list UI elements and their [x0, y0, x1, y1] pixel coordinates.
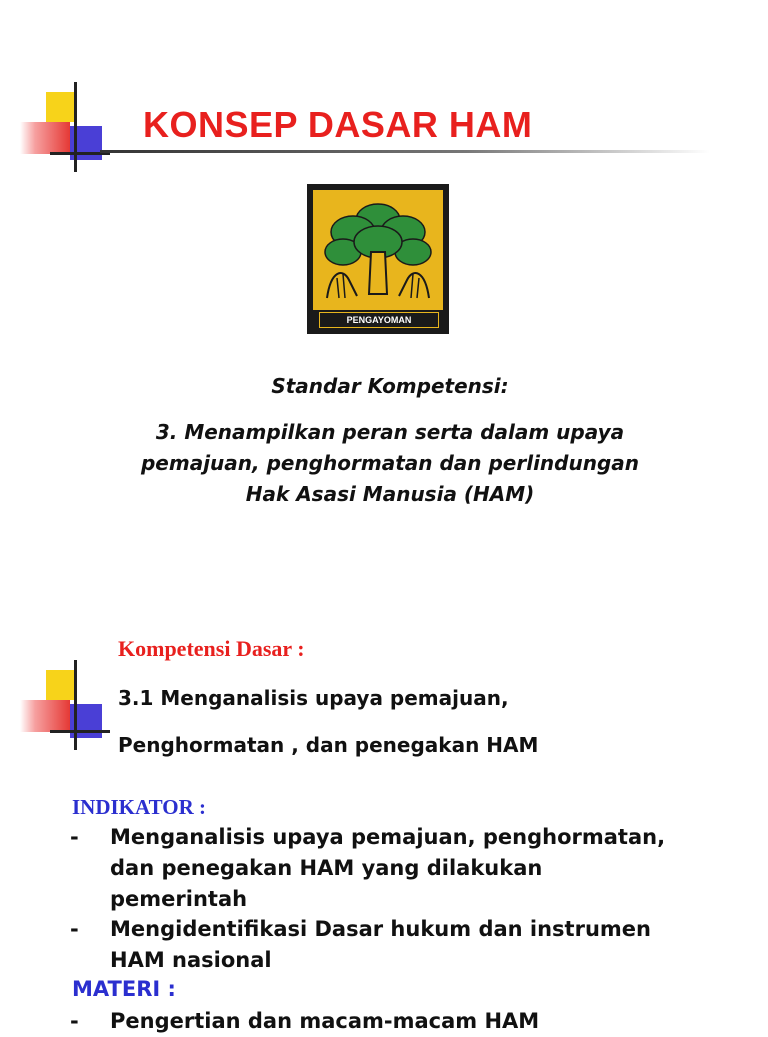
banyan-tree-icon	[313, 190, 443, 310]
materi-item-text: Pengertian dan macam-macam HAM	[110, 1009, 540, 1033]
indikator-item-line: pemerintah	[110, 887, 248, 911]
yellow-square	[46, 670, 76, 700]
materi-item	[70, 1006, 760, 1037]
title-decoration	[10, 82, 110, 182]
red-gradient-block	[20, 122, 70, 154]
vertical-line	[74, 82, 77, 172]
logo-background	[313, 190, 443, 310]
bullet-dash: -	[70, 825, 79, 849]
indikator-item-line: dan penegakan HAM yang dilakukan	[110, 856, 543, 880]
indikator-item-line: Menganalisis upaya pemajuan, penghormatan,	[110, 825, 666, 849]
indikator-item-text	[110, 822, 750, 915]
title-underline	[100, 150, 710, 153]
slide-title: KONSEP DASAR HAM	[143, 104, 533, 145]
pengayoman-logo	[307, 184, 449, 334]
indikator-heading: INDIKATOR :	[72, 795, 206, 819]
horizontal-line	[50, 730, 110, 733]
kompetensi-line-1: 3.1 Menganalisis upaya pemajuan,	[118, 686, 509, 710]
standar-line-1: 3. Menampilkan peran serta dalam upaya	[155, 420, 625, 444]
kompetensi-heading: Kompetensi Dasar :	[118, 636, 305, 661]
kompetensi-line-2: Penghormatan , dan penegakan HAM	[118, 733, 539, 757]
standar-heading: Standar Kompetensi:	[271, 374, 509, 398]
materi-heading: MATERI :	[72, 977, 176, 1001]
yellow-square	[46, 92, 76, 122]
standar-line-3: Hak Asasi Manusia (HAM)	[245, 482, 535, 506]
logo-label: PENGAYOMAN	[319, 312, 439, 328]
red-gradient-block	[20, 700, 70, 732]
bullet-dash: -	[70, 917, 79, 941]
indikator-item-line: HAM nasional	[110, 948, 272, 972]
indikator-item	[70, 822, 760, 915]
vertical-line	[74, 660, 77, 750]
indikator-item-line: Mengidentifikasi Dasar hukum dan instrumen	[110, 917, 651, 941]
standar-line-2: pemajuan, penghormatan dan perlindungan	[140, 451, 640, 475]
bullet-dash: -	[70, 1009, 79, 1033]
indikator-item	[70, 914, 760, 976]
kompetensi-decoration	[10, 660, 110, 760]
indikator-item-text	[110, 914, 750, 976]
